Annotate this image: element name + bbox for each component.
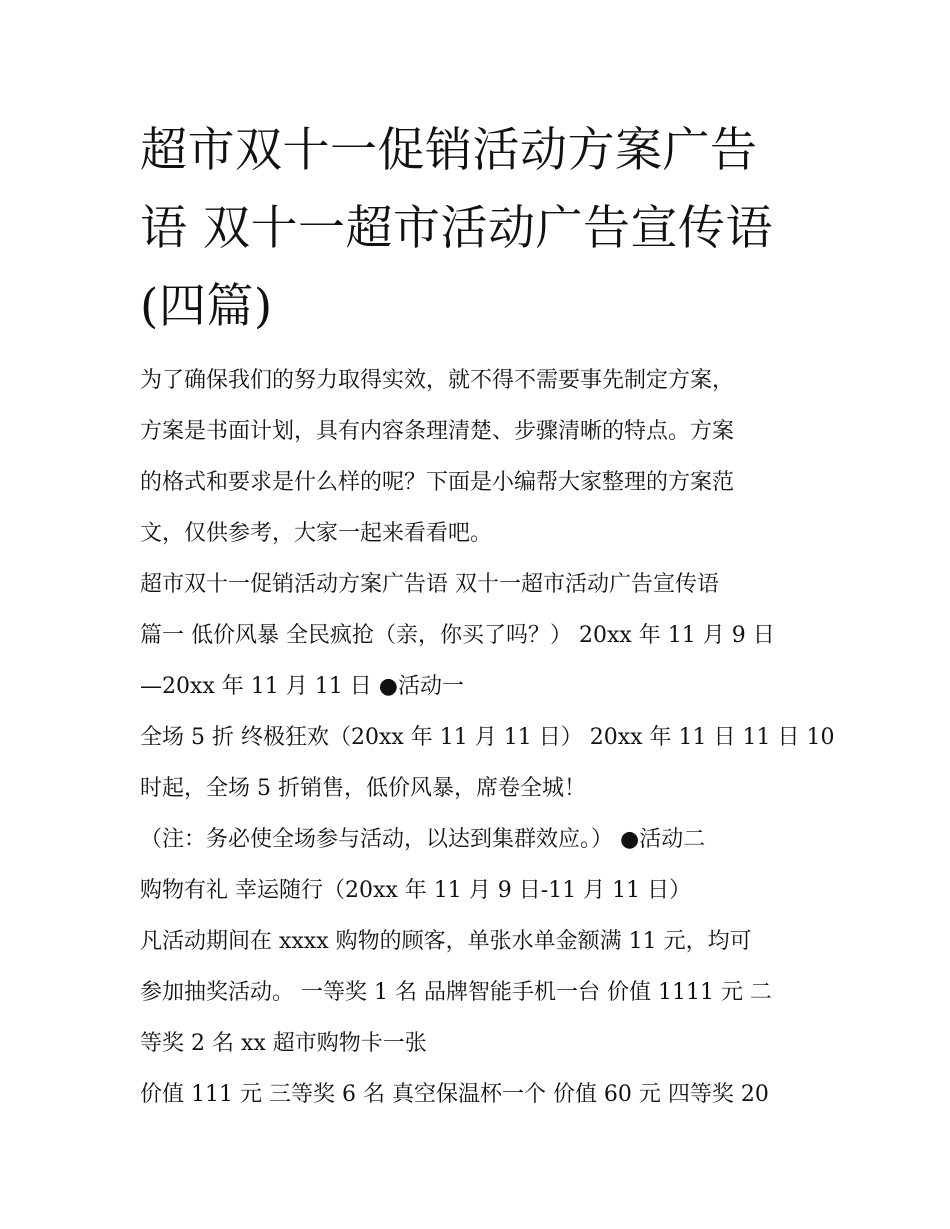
body-line: 的格式和要求是什么样的呢？下面是小编帮大家整理的方案范	[140, 470, 735, 495]
body-line: （注：务必使全场参与活动，以达到集群效应。） ●活动二	[140, 827, 706, 852]
body-line: —20xx 年 11 月 11 日 ●活动一	[140, 674, 464, 699]
body-line: 文，仅供参考，大家一起来看看吧。	[140, 521, 493, 546]
body-line: 为了确保我们的努力取得实效，就不得不需要事先制定方案，	[140, 368, 735, 393]
title-line: 超市双十一促销活动方案广告	[140, 123, 758, 178]
title-line: (四篇)	[140, 279, 273, 334]
body-line: 购物有礼 幸运随行（20xx 年 11 月 9 日-11 月 11 日）	[140, 878, 692, 903]
body-line: 全场 5 折 终极狂欢（20xx 年 11 月 11 日） 20xx 年 11 日 11 日 10	[140, 725, 835, 750]
body-line: 时起，全场 5 折销售，低价风暴，席卷全城！	[140, 776, 586, 801]
body-line: 参加抽奖活动。 一等奖 1 名 品牌智能手机一台 价值 1111 元 二	[140, 980, 772, 1005]
body-line: 等奖 2 名 xx 超市购物卡一张	[140, 1031, 427, 1056]
body-line: 价值 111 元 三等奖 6 名 真空保温杯一个 价值 60 元 四等奖 20	[140, 1082, 769, 1107]
body-line: 超市双十一促销活动方案广告语 双十一超市活动广告宣传语	[140, 572, 719, 597]
body-line: 方案是书面计划，具有内容条理清楚、步骤清晰的特点。方案	[140, 419, 735, 444]
body-line: 篇一 低价风暴 全民疯抢（亲，你买了吗？） 20xx 年 11 月 9 日	[140, 623, 775, 648]
title-line: 语 双十一超市活动广告宣传语	[140, 201, 773, 256]
document-body	[140, 355, 835, 1120]
document-title	[140, 112, 820, 346]
body-line: 凡活动期间在 xxxx 购物的顾客，单张水单金额满 11 元，均可	[140, 929, 752, 954]
